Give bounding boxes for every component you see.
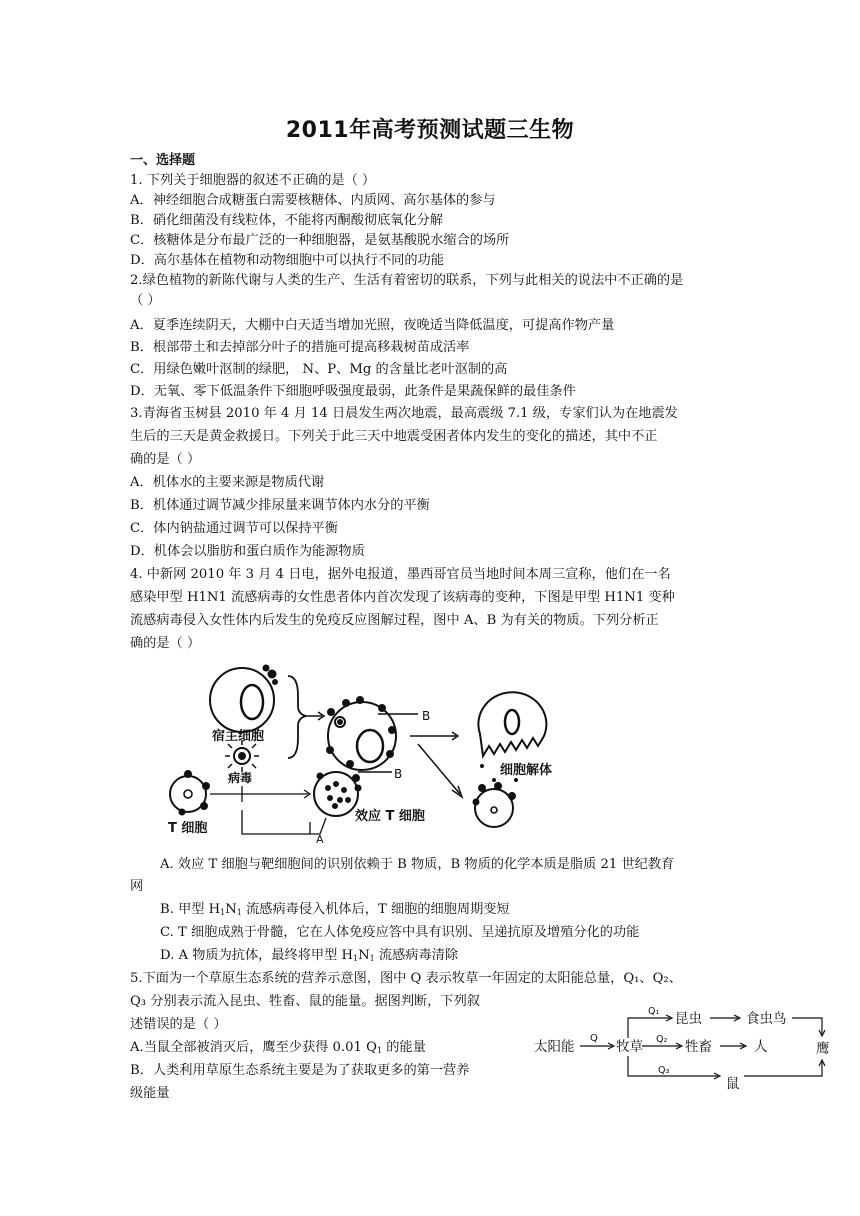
- arrow-to-released-cell: [418, 744, 460, 794]
- q1-option-b: B．硝化细菌没有线粒体，不能将丙酮酸彻底氧化分解: [130, 213, 444, 228]
- q4-option-b: [160, 899, 510, 923]
- arrow-mouse-to-eagle: [744, 1062, 822, 1076]
- q5-option-a-text: A.当鼠全部被消灭后，鹰至少获得 0.01 Q: [130, 1040, 377, 1055]
- effector-t-cell-label: 效应 T 细胞: [355, 809, 425, 824]
- q2-stem: 2.绿色植物的新陈代谢与人类的生产、生活有着密切的联系，下列与此相关的说法中不正确的是: [130, 273, 684, 288]
- t-cell-label: T 细胞: [168, 821, 208, 836]
- arrow-grass-to-mouse: [628, 1056, 718, 1076]
- q1-label: Q₁: [648, 1006, 660, 1017]
- q3-option-d: D．机体会以脂肪和蛋白质作为能源物质: [130, 544, 365, 559]
- subscript: 1: [376, 1046, 382, 1055]
- q3-option-c: C．体内钠盐通过调节可以保持平衡: [130, 521, 338, 536]
- q4-option-c: C. T 细胞成熟于骨髓，它在人体免疫应答中具有识别、呈递抗原及增殖分化的功能: [160, 925, 640, 940]
- q1-stem: 1. 下列关于细胞器的叙述不正确的是（ ）: [130, 173, 376, 188]
- virus-label: 病毒: [228, 771, 253, 785]
- subscript: 1: [352, 954, 359, 963]
- mouse-node: 鼠: [726, 1076, 740, 1092]
- q1-option-c: C．核糖体是分布最广泛的一种细胞器，是氨基酸脱水缩合的场所: [130, 233, 510, 248]
- q2-option-b: B．根部带土和去掉部分叶子的措施可提高移栽树苗成活率: [130, 340, 470, 355]
- q4-option-b-text-mid: N: [225, 902, 237, 917]
- label-a: A: [316, 833, 324, 845]
- immune-response-diagram: [160, 660, 580, 845]
- q1-option-a: A．神经细胞合成糖蛋白需要核糖体、内质网、高尔基体的参与: [130, 193, 496, 208]
- q5-option-a-text-end: 的能量: [382, 1040, 426, 1055]
- q3-stem-line3: 确的是（ ）: [130, 452, 201, 467]
- t-cell-illustration: [170, 771, 209, 815]
- q4-option-d-text-end: 流感病毒清除: [374, 948, 459, 963]
- q4-option-d-text-mid: N: [358, 948, 370, 963]
- q3-label: Q₃: [658, 1065, 670, 1076]
- effector-t-cell-illustration: [314, 772, 361, 816]
- q3-option-a: A．机体水的主要来源是物质代谢: [130, 475, 325, 490]
- q2-option-a: A．夏季连续阴天，大棚中白天适当增加光照，夜晚适当降低温度，可提高作物产量: [130, 318, 615, 333]
- sun-energy-node: 太阳能: [534, 1039, 575, 1055]
- insect-node: 昆虫: [675, 1011, 702, 1027]
- insectivorous-bird-node: 食虫鸟: [746, 1011, 787, 1027]
- lysed-cell-illustration: [478, 692, 546, 756]
- q4-option-b-text-end: 流感病毒侵入机体后，T 细胞的细胞周期变短: [241, 902, 510, 917]
- q3-stem-line2: 生后的三天是黄金救援日。下列关于此三天中地震受困者体内发生的变化的描述，其中不正: [130, 429, 658, 444]
- q2-label: Q₂: [656, 1034, 668, 1045]
- q4-stem-line3: 流感病毒侵入女性体内后发生的免疫反应图解过程，图中 A、B 为有关的物质。下列分析正: [130, 613, 659, 628]
- brace-icon: [288, 676, 306, 758]
- cell-lysis-label: 细胞解体: [500, 763, 553, 778]
- q4-option-d: [160, 945, 458, 969]
- host-cell-label: 宿主细胞: [212, 729, 265, 744]
- q4-stem-line4: 确的是（ ）: [130, 636, 201, 651]
- q4-option-d-text: D. A 物质为抗体，最终将甲型 H: [160, 948, 353, 963]
- q-label: Q: [590, 1033, 598, 1044]
- arrow-bird-to-eagle: [792, 1018, 822, 1034]
- label-b-lower: B: [394, 767, 403, 781]
- energy-flow-diagram: [530, 1002, 835, 1094]
- q4-option-a: A. 效应 T 细胞与靶细胞间的识别依赖于 B 物质，B 物质的化学本质是脂质 21 世纪教育: [160, 857, 675, 872]
- q3-stem-line1: 3.青海省玉树县 2010 年 4 月 14 日晨发生两次地震，最高震级 7.1 级，专家们认为在地震发: [130, 406, 678, 421]
- q2-option-d: D．无氧、零下低温条件下细胞呼吸强度最弱，此条件是果蔬保鲜的最佳条件: [130, 384, 576, 399]
- target-cell-illustration: [327, 697, 396, 770]
- subscript: 1: [369, 954, 375, 963]
- q2-stem-paren: （ ）: [130, 293, 161, 308]
- q5-stem-line1: 5.下面为一个草原生态系统的营养示意图，图中 Q 表示牧草一年固定的太阳能总量，Q₁、Q₂、: [130, 971, 682, 986]
- released-cell-illustration: [474, 783, 516, 827]
- q5-stem-line3: 述错误的是（ ）: [130, 1017, 227, 1032]
- q3-option-b: B．机体通过调节减少排尿量来调节体内水分的平衡: [130, 498, 430, 513]
- subscript: 1: [220, 908, 226, 917]
- document-title: 2011年高考预测试题三生物: [285, 118, 575, 143]
- q5-option-b: B．人类利用草原生态系统主要是为了获取更多的第一营养: [130, 1063, 470, 1078]
- label-b-upper: B: [422, 709, 431, 723]
- q5-option-a: [130, 1037, 426, 1061]
- q5-option-b-cont: 级能量: [130, 1086, 170, 1101]
- q5-stem-line2: Q₃ 分别表示流入昆虫、牲畜、鼠的能量。据图判断，下列叙: [130, 994, 480, 1009]
- virus-illustration: [225, 740, 259, 772]
- q4-stem-line2: 感染甲型 H1N1 流感病毒的女性患者体内首次发现了该病毒的变种，下图是甲型 H1N1 变种: [130, 590, 675, 605]
- q4-stem-line1: 4. 中新网 2010 年 3 月 4 日电，据外电报道，墨西哥官员当地时间本周三宣称，他们在一名: [130, 567, 671, 582]
- q1-option-d: D．高尔基体在植物和动物细胞中可以执行不同的功能: [130, 253, 444, 268]
- q2-option-c: C．用绿色嫩叶沤制的绿肥， N、P、Mg 的含量比老叶沤制的高: [130, 362, 508, 377]
- grass-node: 牧草: [616, 1039, 643, 1055]
- human-node: 人: [754, 1039, 768, 1055]
- subscript: 1: [236, 908, 242, 917]
- q4-option-a-cont: 网: [130, 879, 144, 894]
- livestock-node: 牲畜: [685, 1039, 712, 1055]
- host-cell-illustration: [210, 666, 277, 733]
- section-heading: 一、选择题: [130, 153, 196, 168]
- eagle-node: 鹰: [816, 1041, 830, 1057]
- q4-option-b-text: B. 甲型 H: [160, 902, 221, 917]
